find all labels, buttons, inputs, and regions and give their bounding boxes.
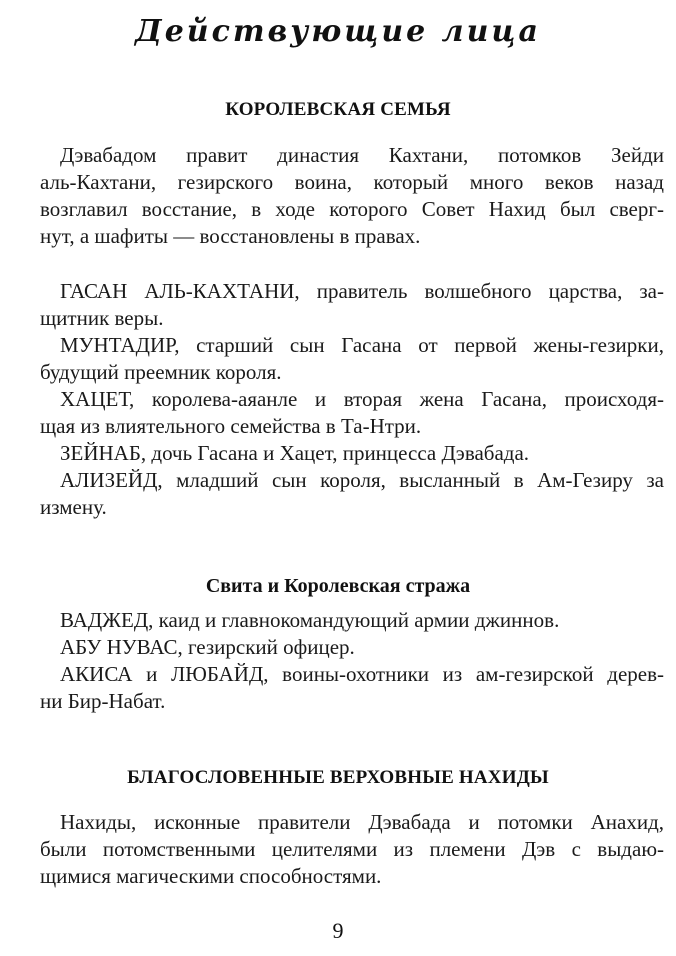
text-line: Нахиды, исконные правители Дэвабада и потомки Анахид, bbox=[60, 810, 664, 834]
entry-line: АБУ НУВАС, гезирский офицер. bbox=[60, 635, 355, 659]
text-line: щимися магическими способностями. bbox=[40, 864, 382, 888]
entry-line: ни Бир-Набат. bbox=[40, 689, 166, 713]
royal-family-entries bbox=[40, 278, 664, 521]
entry-line: ГАСАН АЛЬ-КАХТАНИ, правитель волшебного царства, за- bbox=[60, 279, 664, 303]
text-line: аль-Кахтани, гезирского воина, который много веков назад bbox=[40, 170, 664, 194]
entry-line: будущий преемник короля. bbox=[40, 360, 282, 384]
entry-line: ВАДЖЕД, каид и главнокомандующий армии джиннов. bbox=[60, 608, 560, 632]
text-line: нут, а шафиты — восстановлены в правах. bbox=[40, 224, 421, 248]
entry-line: ХАЦЕТ, королева-аяанле и вторая жена Гасана, происходя- bbox=[60, 387, 664, 411]
entry-line: измену. bbox=[40, 495, 107, 519]
entry-line: АЛИЗЕЙД, младший сын короля, высланный в Ам-Гезиру за bbox=[60, 468, 664, 492]
entry-line: щая из влиятельного семейства в Та-Нтри. bbox=[40, 414, 422, 438]
entry-line: АКИСА и ЛЮБАЙД, воины-охотники из ам-гезирской дерев- bbox=[60, 662, 664, 686]
entry-line: щитник веры. bbox=[40, 306, 164, 330]
nahids-intro bbox=[40, 809, 664, 890]
text-line: были потомственными целителями из племени Дэв с выдаю- bbox=[40, 837, 664, 861]
section-heading-royal-family: КОРОЛЕВСКАЯ СЕМЬЯ bbox=[225, 99, 451, 120]
page-title: Действующие лица bbox=[135, 14, 541, 49]
text-line: Дэвабадом правит династия Кахтани, потомков Зейди bbox=[60, 143, 664, 167]
entry-line: МУНТАДИР, старший сын Гасана от первой жены-гезирки, bbox=[60, 333, 664, 357]
section-heading-retinue: Свита и Королевская стража bbox=[205, 575, 471, 597]
retinue-entries bbox=[40, 607, 664, 715]
royal-family-intro bbox=[40, 142, 664, 250]
page-number: 9 bbox=[332, 918, 344, 943]
entry-line: ЗЕЙНАБ, дочь Гасана и Хацет, принцесса Дэвабада. bbox=[60, 441, 530, 465]
text-line: возглавил восстание, в ходе которого Совет Нахид был сверг- bbox=[40, 197, 664, 221]
section-heading-nahids: БЛАГОСЛОВЕННЫЕ ВЕРХОВНЫЕ НАХИДЫ bbox=[127, 767, 549, 788]
